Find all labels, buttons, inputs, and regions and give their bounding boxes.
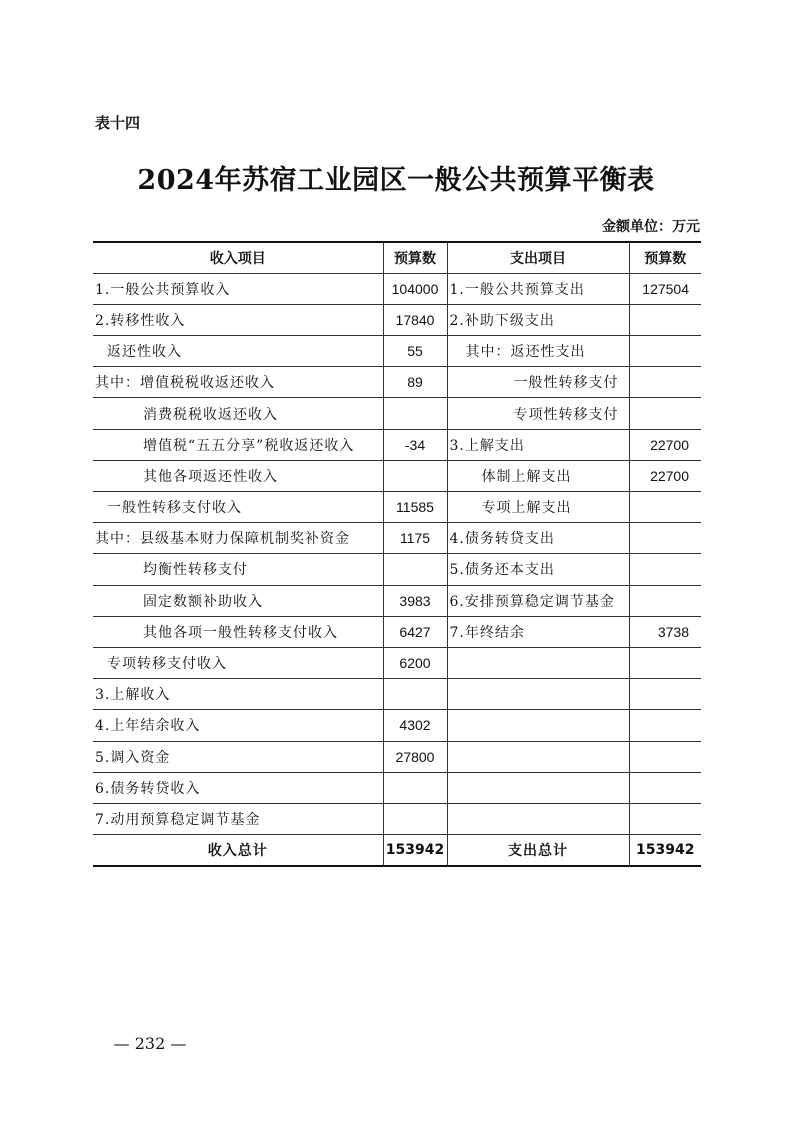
unit-label: 金额单位：万元 xyxy=(602,219,700,235)
income-amount: 17840 xyxy=(383,304,447,335)
income-amount: 4302 xyxy=(383,710,447,741)
table-row xyxy=(93,741,701,772)
column-header-income-item: 收入项目 xyxy=(93,242,383,273)
page-title: 2024年苏宿工业园区一般公共预算平衡表 xyxy=(137,165,655,196)
table-row xyxy=(93,367,701,398)
income-amount xyxy=(383,803,447,834)
column-header-expense-item: 支出项目 xyxy=(447,242,629,273)
expense-amount xyxy=(629,741,701,772)
expense-amount: 3738 xyxy=(629,616,701,647)
expense-amount xyxy=(629,710,701,741)
income-item: 返还性收入 xyxy=(93,336,383,367)
expense-item: 5.债务还本支出 xyxy=(447,554,629,585)
expense-item: 1.一般公共预算支出 xyxy=(447,273,629,304)
income-item: 其他各项返还性收入 xyxy=(93,460,383,491)
income-amount xyxy=(383,398,447,429)
expense-amount xyxy=(629,803,701,834)
expense-item: 6.安排预算稳定调节基金 xyxy=(447,585,629,616)
expense-item: 4.债务转贷支出 xyxy=(447,523,629,554)
table-row xyxy=(93,304,701,335)
expense-item xyxy=(447,710,629,741)
table-row xyxy=(93,492,701,523)
income-item: 一般性转移支付收入 xyxy=(93,492,383,523)
expense-amount xyxy=(629,647,701,678)
income-item: 其中：增值税税收返还收入 xyxy=(93,367,383,398)
expense-item: 专项上解支出 xyxy=(447,492,629,523)
page-number: — 232 — xyxy=(113,1034,187,1053)
expense-item: 体制上解支出 xyxy=(447,460,629,491)
income-item: 消费税税收返还收入 xyxy=(93,398,383,429)
expense-item: 3.上解支出 xyxy=(447,429,629,460)
expense-total-label: 支出总计 xyxy=(447,835,629,866)
expense-item xyxy=(447,803,629,834)
expense-amount xyxy=(629,304,701,335)
total-row xyxy=(93,835,701,866)
expense-item: 其中：返还性支出 xyxy=(447,336,629,367)
expense-total-amount: 153942 xyxy=(629,835,701,866)
income-amount: 6427 xyxy=(383,616,447,647)
income-amount: 1175 xyxy=(383,523,447,554)
expense-amount: 127504 xyxy=(629,273,701,304)
expense-amount: 22700 xyxy=(629,429,701,460)
income-item: 其他各项一般性转移支付收入 xyxy=(93,616,383,647)
table-row xyxy=(93,554,701,585)
table-row xyxy=(93,398,701,429)
table-row xyxy=(93,616,701,647)
table-row xyxy=(93,460,701,491)
table-row xyxy=(93,585,701,616)
table-header-row xyxy=(93,242,701,273)
income-item: 固定数额补助收入 xyxy=(93,585,383,616)
expense-item: 2.补助下级支出 xyxy=(447,304,629,335)
expense-amount xyxy=(629,367,701,398)
income-amount: 6200 xyxy=(383,647,447,678)
table-row xyxy=(93,336,701,367)
table-row xyxy=(93,772,701,803)
expense-item xyxy=(447,647,629,678)
table-row xyxy=(93,429,701,460)
expense-amount xyxy=(629,492,701,523)
income-amount: 55 xyxy=(383,336,447,367)
expense-amount xyxy=(629,398,701,429)
expense-item xyxy=(447,741,629,772)
income-item: 6.债务转贷收入 xyxy=(93,772,383,803)
income-amount xyxy=(383,554,447,585)
table-row xyxy=(93,647,701,678)
income-item: 3.上解收入 xyxy=(93,679,383,710)
income-amount: 89 xyxy=(383,367,447,398)
expense-item xyxy=(447,679,629,710)
expense-item: 专项性转移支付 xyxy=(447,398,629,429)
expense-item: 7.年终结余 xyxy=(447,616,629,647)
table-row xyxy=(93,523,701,554)
income-item: 1.一般公共预算收入 xyxy=(93,273,383,304)
column-header-expense-amount: 预算数 xyxy=(629,242,701,273)
table-row xyxy=(93,273,701,304)
income-total-amount: 153942 xyxy=(383,835,447,866)
income-item: 5.调入资金 xyxy=(93,741,383,772)
income-total-label: 收入总计 xyxy=(93,835,383,866)
income-amount xyxy=(383,679,447,710)
income-amount xyxy=(383,772,447,803)
income-amount: 3983 xyxy=(383,585,447,616)
column-header-income-amount: 预算数 xyxy=(383,242,447,273)
income-amount xyxy=(383,460,447,491)
expense-amount xyxy=(629,585,701,616)
table-row xyxy=(93,803,701,834)
table-row xyxy=(93,710,701,741)
expense-amount xyxy=(629,679,701,710)
expense-item xyxy=(447,772,629,803)
income-amount: 104000 xyxy=(383,273,447,304)
income-amount: 11585 xyxy=(383,492,447,523)
table-row xyxy=(93,679,701,710)
income-item: 4.上年结余收入 xyxy=(93,710,383,741)
expense-amount xyxy=(629,523,701,554)
income-item: 专项转移支付收入 xyxy=(93,647,383,678)
income-item: 增值税“五五分享”税收返还收入 xyxy=(93,429,383,460)
income-item: 均衡性转移支付 xyxy=(93,554,383,585)
income-item: 7.动用预算稳定调节基金 xyxy=(93,803,383,834)
income-item: 2.转移性收入 xyxy=(93,304,383,335)
income-amount: 27800 xyxy=(383,741,447,772)
budget-balance-table xyxy=(93,241,701,867)
expense-amount: 22700 xyxy=(629,460,701,491)
income-item: 其中：县级基本财力保障机制奖补资金 xyxy=(93,523,383,554)
income-amount: -34 xyxy=(383,429,447,460)
expense-amount xyxy=(629,336,701,367)
expense-item: 一般性转移支付 xyxy=(447,367,629,398)
table-label: 表十四 xyxy=(95,114,141,132)
expense-amount xyxy=(629,554,701,585)
expense-amount xyxy=(629,772,701,803)
